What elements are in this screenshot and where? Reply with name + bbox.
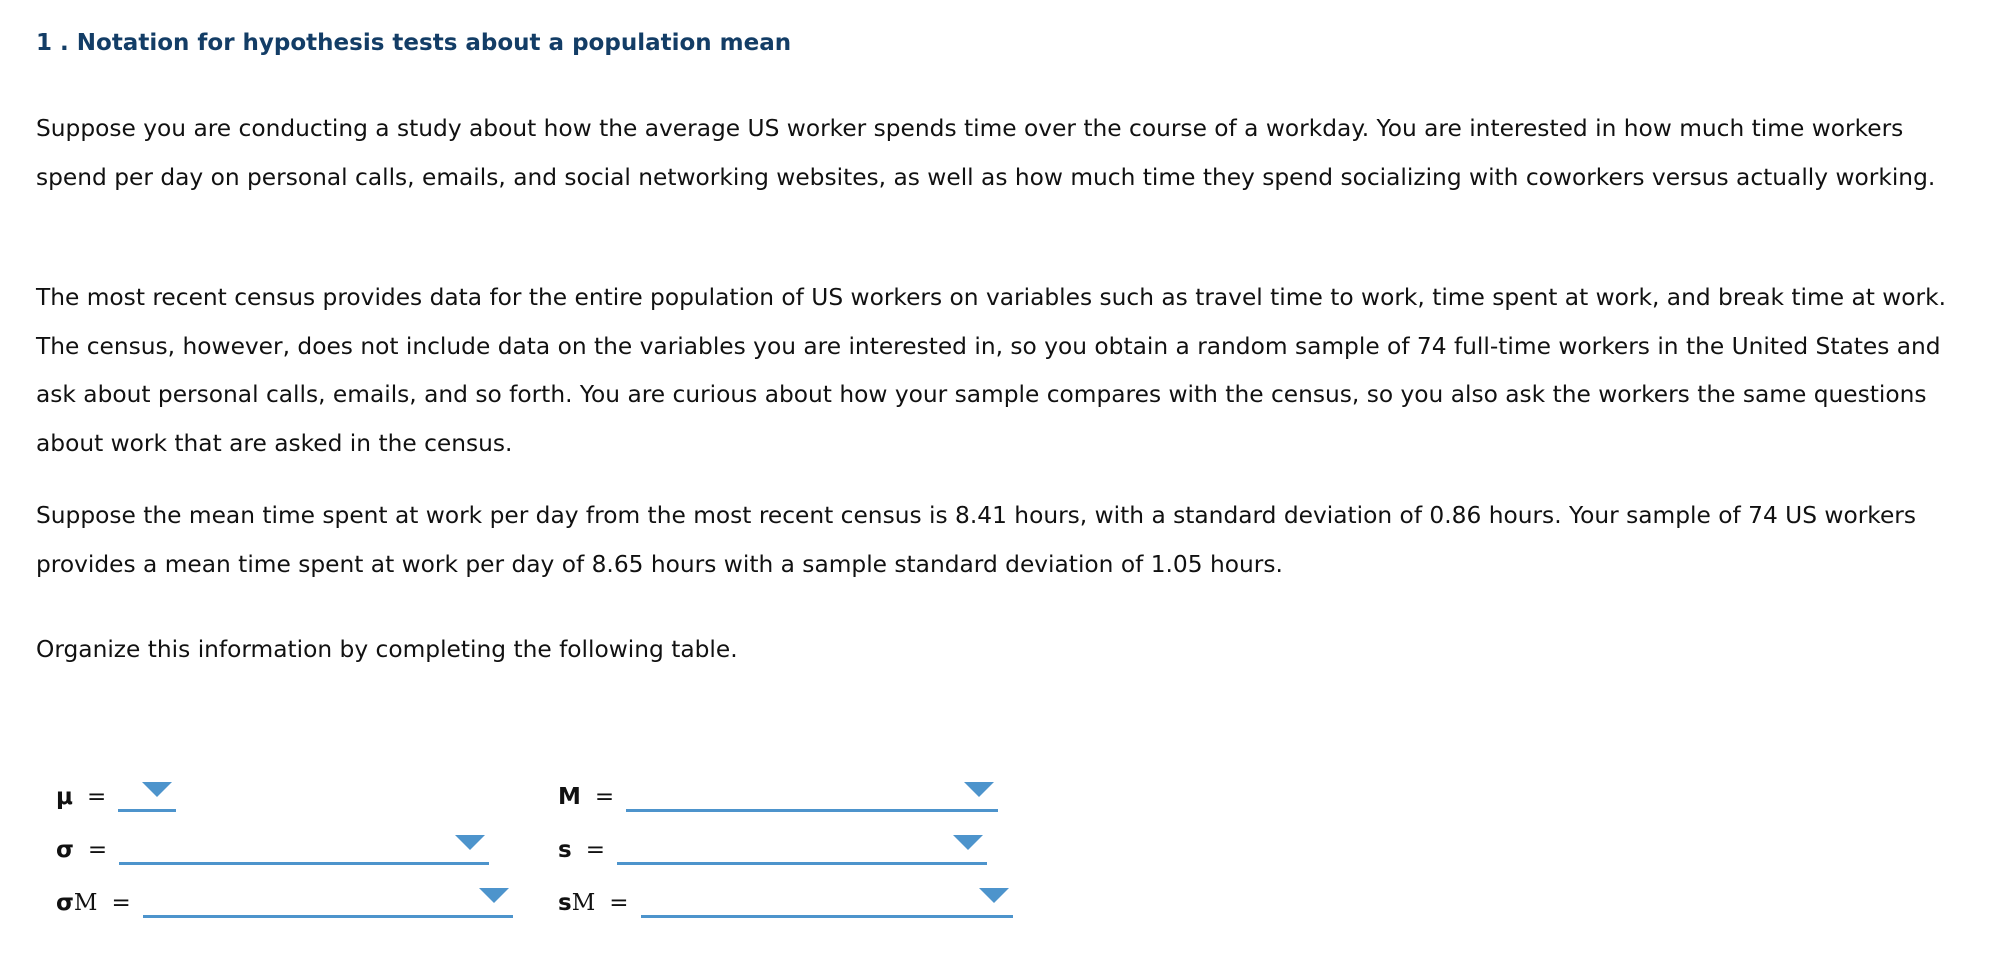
question-heading — [36, 30, 791, 56]
mu-symbol: μ — [56, 784, 73, 810]
m-equals: = — [594, 784, 615, 810]
s-dropdown[interactable] — [617, 831, 987, 865]
s-symbol: s — [558, 837, 572, 863]
question-title: Notation for hypothesis tests about a population mean — [76, 30, 792, 56]
sigma-equals: = — [87, 837, 108, 863]
caret-down-icon — [455, 835, 485, 850]
caret-down-icon — [979, 888, 1009, 903]
s-row — [558, 831, 987, 865]
caret-down-icon — [953, 835, 983, 850]
m-symbol: M — [558, 784, 581, 810]
s-m-dropdown[interactable] — [641, 884, 1013, 918]
instruction-paragraph: Organize this information by completing the following table. — [36, 636, 738, 663]
caret-down-icon — [142, 782, 172, 797]
sigma-symbol: σ — [56, 837, 74, 863]
sigma-m-equals: = — [111, 890, 131, 916]
sigma-dropdown[interactable] — [119, 831, 489, 865]
caret-down-icon — [479, 888, 509, 903]
s-m-row — [558, 884, 1013, 918]
census-paragraph: The most recent census provides data for the entire population of US workers on variables such as travel time to work, time spent at work, and break time at work. The census, however, does not include data on the variables you are interested in, so you obtain a random sample of 74 full-time workers in the United States and ask about personal calls, emails, and so forth. You are curious about how your sample compares with the census, so you also ask the workers the same questions about work that are asked in the census. — [36, 284, 1947, 457]
sigma-m-dropdown[interactable] — [143, 884, 513, 918]
sigma-m-row — [56, 884, 513, 918]
s-m-symbol: sM — [558, 890, 596, 916]
s-equals: = — [585, 837, 605, 863]
sigma-m-symbol: σM — [56, 890, 98, 916]
statistics-paragraph: Suppose the mean time spent at work per day from the most recent census is 8.41 hours, with a standard deviation of 0.86 hours. Your sample of 74 US workers provides a mean time spent at work per day of 8.65 hours with a sample standard deviation of 1.05 hours. — [36, 502, 1917, 578]
sigma-row — [56, 831, 489, 865]
m-row — [558, 778, 998, 812]
mu-equals: = — [86, 784, 107, 810]
mu-dropdown[interactable] — [118, 778, 176, 812]
mu-row — [56, 778, 176, 812]
caret-down-icon — [964, 782, 994, 797]
question-number: 1 . — [36, 30, 69, 56]
m-dropdown[interactable] — [626, 778, 998, 812]
s-m-equals: = — [609, 890, 629, 916]
scenario-paragraph: Suppose you are conducting a study about how the average US worker spends time over the course of a workday. You are interested in how much time workers spend per day on personal calls, emails, and social networking websites, as well as how much time they spend socializing with coworkers versus actually working. — [36, 115, 1936, 191]
